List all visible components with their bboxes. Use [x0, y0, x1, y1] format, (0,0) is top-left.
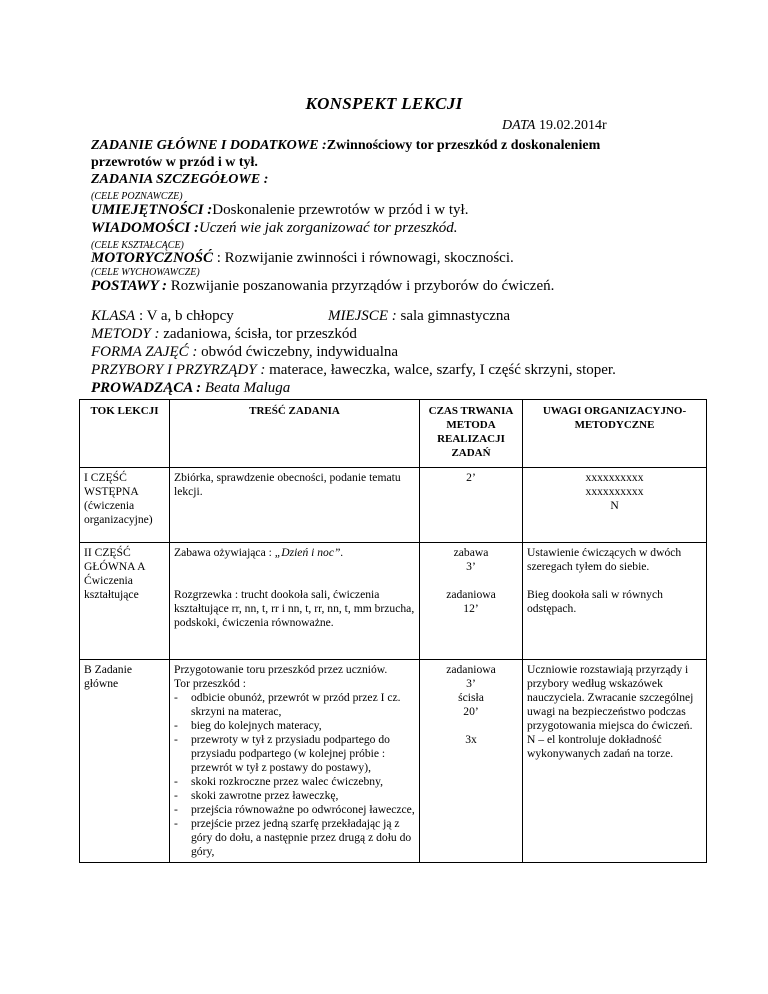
header-tok: TOK LEKCJI [80, 400, 170, 468]
row1-tok: I CZĘŚĆ WSTĘPNA (ćwiczenia organizacyjne) [80, 468, 170, 543]
row3-intro: Przygotowanie toru przeszkód przez uczniów. [174, 663, 388, 676]
row3-czas-line: zadaniowa [446, 663, 496, 676]
motorycznosc-text: : Rozwijanie zwinności i równowagi, skoczności. [212, 250, 514, 266]
umiejetnosci-line [91, 202, 468, 219]
prowadzaca-label: PROWADZĄCA : [91, 380, 202, 396]
row1-uwagi-line: xxxxxxxxxx [585, 471, 644, 484]
postawy-text: Rozwijanie poszanowania przyrządów i przyborów do ćwiczeń. [167, 278, 555, 294]
miejsce-line [328, 308, 510, 325]
main-task-label: ZADANIE GŁÓWNE I DODATKOWE : [91, 138, 327, 153]
header-uwagi: UWAGI ORGANIZACYJNO-METODYCZNE [523, 400, 707, 468]
obstacle-list [174, 691, 415, 859]
postawy-label: POSTAWY : [91, 278, 167, 294]
row3-tor-label: Tor przeszkód : [174, 677, 246, 690]
list-item: - skoki rozkroczne przez walec ćwiczebny, [174, 775, 415, 789]
row2-uwagi-a2: Bieg dookoła sali w równych odstępach. [527, 588, 663, 615]
row3-czas-line: 20’ [463, 705, 479, 718]
table-row [80, 543, 707, 660]
row2-tresc-a2: Rozgrzewka : trucht dookoła sali, ćwiczenia kształtujące rr, nn, t, rr i nn, t, rr, nn, t, mm brzucha, podskoki, ćwiczenia równoważne. [174, 588, 415, 629]
detailed-tasks-label: ZADANIA SZCZEGÓŁOWE : [91, 172, 269, 187]
metody-line [91, 326, 357, 343]
cele-wychowawcze-label: (CELE WYCHOWAWCZE) [91, 267, 200, 278]
table-header-row [80, 400, 707, 468]
forma-label: FORMA ZAJĘĆ : [91, 344, 198, 360]
row3-czas [420, 660, 523, 863]
list-item: - przewroty w tył z przysiadu podpartego do przysiadu podpartego (w kolejnej próbie : przewrót w tył z postawy do postawy), [174, 733, 415, 775]
date-line [502, 118, 607, 134]
row2-czas [420, 543, 523, 660]
przybory-label: PRZYBORY I PRZYRZĄDY : [91, 362, 266, 378]
spacer [424, 719, 518, 733]
document-title: KONSPEKT LEKCJI [305, 94, 463, 113]
metody-text: zadaniowa, ścisła, tor przeszkód [159, 326, 357, 342]
miejsce-label: MIEJSCE : [328, 308, 397, 324]
row2-uwagi-a1: Ustawienie ćwiczących w dwóch szeregach tyłem do siebie. [527, 546, 682, 573]
row1-uwagi-line: xxxxxxxxxx [585, 485, 644, 498]
table-row [80, 468, 707, 543]
list-item: - skoki zawrotne przez ławeczkę, [174, 789, 415, 803]
row1-uwagi [523, 468, 707, 543]
row2-czas-line: zabawa [453, 546, 489, 559]
prowadzaca-text: Beata Maluga [201, 380, 291, 396]
main-task-text-2: przewrotów w przód i w tył. [91, 155, 258, 170]
row2-tresc [170, 543, 420, 660]
przybory-line [91, 362, 616, 379]
spacer [174, 560, 415, 588]
date-value: 19.02.2014r [538, 118, 607, 133]
klasa-text: : V a, b chłopcy [135, 308, 234, 324]
forma-line [91, 344, 398, 361]
motorycznosc-label: MOTORYCZNOŚĆ [91, 250, 213, 266]
wiadomosci-text: Uczeń wie jak zorganizować tor przeszkód. [198, 220, 458, 236]
cele-poznawcze-label: (CELE POZNAWCZE) [91, 191, 183, 202]
miejsce-text: sala gimnastyczna [396, 308, 511, 324]
row2-tok: II CZĘŚĆ GŁÓWNA A Ćwiczenia kształtujące [80, 543, 170, 660]
row3-czas-line: 3x [465, 733, 477, 746]
spacer [527, 574, 702, 588]
wiadomosci-label: WIADOMOŚCI : [91, 220, 199, 236]
spacer [424, 574, 518, 588]
row3-tresc [170, 660, 420, 863]
row3-czas-line: ścisła [458, 691, 484, 704]
klasa-label: KLASA [91, 308, 136, 324]
row3-uwagi-text: Uczniowie rozstawiają przyrządy i przybory według wskazówek nauczyciela. Zwracanie szczególnej uwagi na bezpieczeństwo podczas przygotowania miejsca do ćwiczeń. [527, 663, 694, 732]
wiadomosci-line [91, 220, 458, 237]
row2-uwagi [523, 543, 707, 660]
main-task-line [91, 138, 600, 154]
forma-text: obwód ćwiczebny, indywidualna [197, 344, 399, 360]
list-item: - przejścia równoważne po odwróconej ławeczce, [174, 803, 415, 817]
umiejetnosci-text: Doskonalenie przewrotów w przód i w tył. [212, 202, 469, 218]
postawy-line [91, 278, 554, 295]
list-item: - przejście przez jedną szarfę przekładając ją z góry do dołu, a następnie przez drugą z dołu do góry, [174, 817, 415, 859]
row1-tresc: Zbiórka, sprawdzenie obecności, podanie tematu lekcji. [170, 468, 420, 543]
row3-czas-line: 3’ [466, 677, 476, 690]
motorycznosc-line [91, 250, 514, 267]
row1-uwagi-line: N [610, 499, 619, 512]
umiejetnosci-label: UMIEJĘTNOŚCI : [91, 202, 213, 218]
metody-label: METODY : [91, 326, 160, 342]
row3-uwagi [523, 660, 707, 863]
row2-czas-line: 12’ [463, 602, 479, 615]
row3-uwagi-n: N – el kontroluje dokładność wykonywanych zadań na torze. [527, 733, 674, 760]
row2-czas-line: zadaniowa [446, 588, 496, 601]
row1-czas: 2’ [420, 468, 523, 543]
list-item: - bieg do kolejnych materacy, [174, 719, 415, 733]
row2-tresc-a1-name: „Dzień i noc”. [274, 546, 344, 559]
table-row [80, 660, 707, 863]
row2-czas-line: 3’ [466, 560, 476, 573]
cele-ksztalcace-label: (CELE KSZTAŁCĄCE) [91, 240, 184, 251]
row2-tresc-a1 [174, 546, 415, 560]
list-item: - odbicie obunóż, przewrót w przód przez I cz. skrzyni na materac, [174, 691, 415, 719]
prowadzaca-line [91, 380, 290, 397]
date-label: DATA [502, 118, 536, 133]
header-tresc: TREŚĆ ZADANIA [170, 400, 420, 468]
przybory-text: materace, ławeczka, walce, szarfy, I część skrzyni, stoper. [265, 362, 616, 378]
lesson-table [79, 399, 707, 863]
row3-tok: B Zadanie główne [80, 660, 170, 863]
main-task-text: Zwinnościowy tor przeszkód z doskonaleniem [326, 138, 601, 153]
header-czas: CZAS TRWANIA METODA REALIZACJI ZADAŃ [420, 400, 523, 468]
row2-tresc-a1-prefix: Zabawa ożywiająca : [174, 546, 275, 559]
klasa-line [91, 308, 234, 325]
